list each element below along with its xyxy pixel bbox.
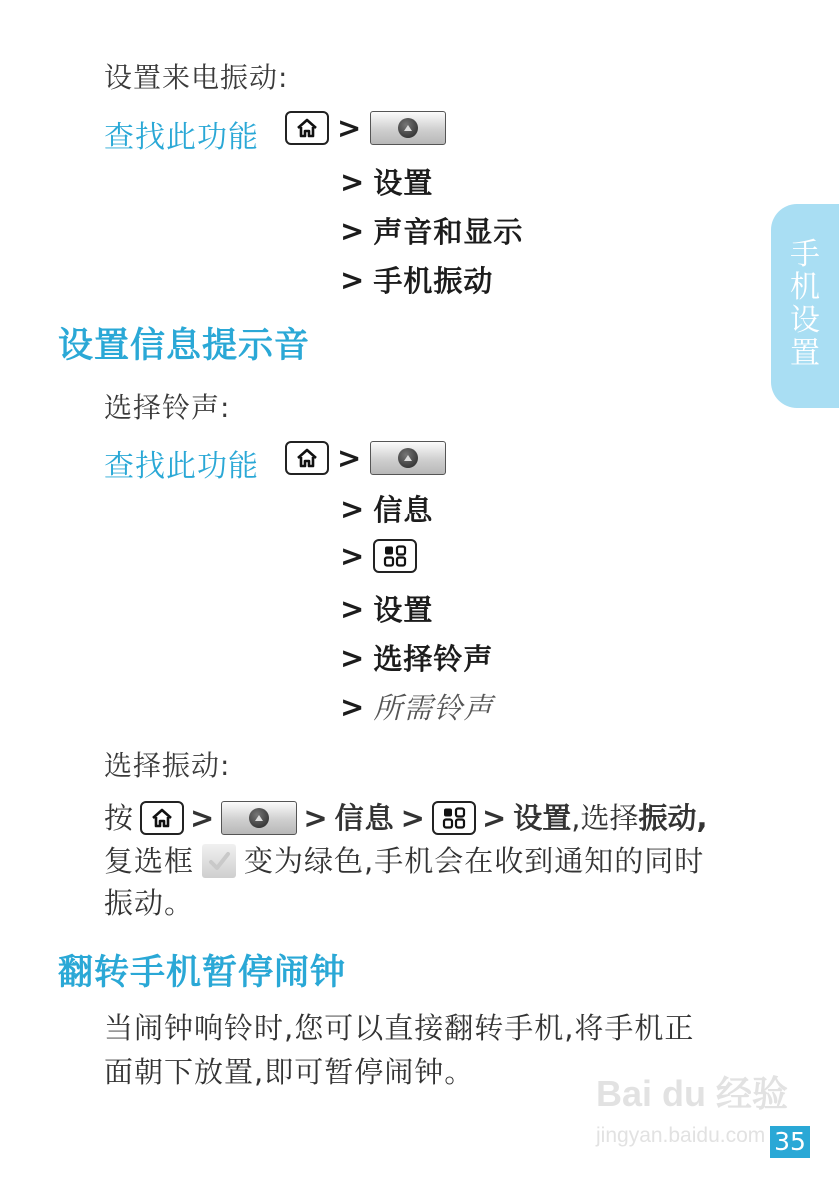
- step-settings: 设置: [373, 593, 434, 627]
- path-row-1: [285, 111, 446, 145]
- launcher-key-icon: [221, 801, 297, 835]
- path-step: [340, 637, 493, 678]
- separator: >: [337, 441, 363, 475]
- watermark-logo: Bai du 经验: [596, 1073, 789, 1114]
- path-step: [340, 161, 433, 202]
- separator: >: [337, 111, 363, 145]
- messages-text: 信息: [334, 801, 395, 835]
- heading-flip-pause-alarm: 翻转手机暂停闹钟: [58, 952, 347, 993]
- separator: >: [340, 213, 366, 248]
- path-step: [340, 259, 493, 300]
- intro-select-ringtone: 选择铃声:: [104, 391, 231, 424]
- step-sound-display: 声音和显示: [373, 215, 524, 249]
- heading-message-tone: 设置信息提示音: [58, 325, 311, 366]
- press-text: 按: [104, 801, 135, 835]
- vibrate-text: 振动: [638, 801, 697, 835]
- comma-text: ,: [696, 801, 708, 835]
- separator: >: [340, 689, 366, 724]
- find-feature-label: 查找此功能: [104, 449, 259, 484]
- home-key-icon: [285, 441, 329, 475]
- separator: >: [481, 801, 508, 835]
- instruction-line-1: [104, 797, 708, 839]
- watermark-url: jingyan.baidu.com: [596, 1124, 766, 1147]
- separator: >: [340, 491, 366, 526]
- path-step: [340, 488, 433, 529]
- separator: >: [340, 539, 366, 573]
- instruction-line-3: 振动。: [104, 886, 195, 920]
- step-select-ringtone: 选择铃声: [373, 642, 494, 676]
- intro-vibrate-incoming: 设置来电振动:: [104, 61, 289, 94]
- side-tab-char: 手: [790, 237, 820, 272]
- side-tab-char: 机: [790, 270, 820, 305]
- separator: >: [340, 164, 366, 199]
- step-settings: 设置: [373, 166, 434, 200]
- menu-key-icon: [432, 801, 476, 835]
- checkbox-icon: [202, 844, 236, 878]
- flip-desc-line-1: 当闹钟响铃时,您可以直接翻转手机,将手机正: [104, 1011, 695, 1045]
- flip-desc-line-2: 面朝下放置,即可暂停闹钟。: [104, 1055, 475, 1089]
- separator: >: [340, 591, 366, 626]
- find-feature-label: 查找此功能: [104, 120, 259, 155]
- separator: >: [400, 801, 426, 835]
- launcher-key-icon: [370, 441, 446, 475]
- instruction-line-2: [104, 840, 704, 882]
- home-key-icon: [285, 111, 329, 145]
- menu-key-icon: [373, 539, 417, 573]
- page-number: 35: [770, 1126, 810, 1158]
- path-step: [340, 686, 493, 727]
- path-step: [340, 588, 433, 629]
- checkbox-desc: 变为绿色,手机会在收到通知的同时: [244, 844, 705, 878]
- launcher-key-icon: [370, 111, 446, 145]
- path-step: [340, 210, 523, 251]
- step-messages: 信息: [373, 493, 434, 527]
- checkbox-label: 复选框: [104, 844, 195, 878]
- step-phone-vibrate: 手机振动: [373, 264, 494, 298]
- path-row-1: [285, 441, 446, 475]
- home-key-icon: [140, 801, 184, 835]
- choose-text: ,选择: [571, 801, 639, 835]
- step-desired-ringtone: 所需铃声: [373, 691, 494, 725]
- separator: >: [190, 801, 216, 835]
- separator: >: [340, 640, 366, 675]
- path-step: [340, 539, 417, 573]
- separator: >: [340, 262, 366, 297]
- settings-text: 设置: [513, 801, 572, 835]
- separator: >: [303, 801, 329, 835]
- chapter-side-tab: [771, 204, 839, 408]
- side-tab-char: 置: [790, 336, 820, 371]
- side-tab-char: 设: [790, 303, 820, 338]
- intro-select-vibrate: 选择振动:: [104, 749, 231, 782]
